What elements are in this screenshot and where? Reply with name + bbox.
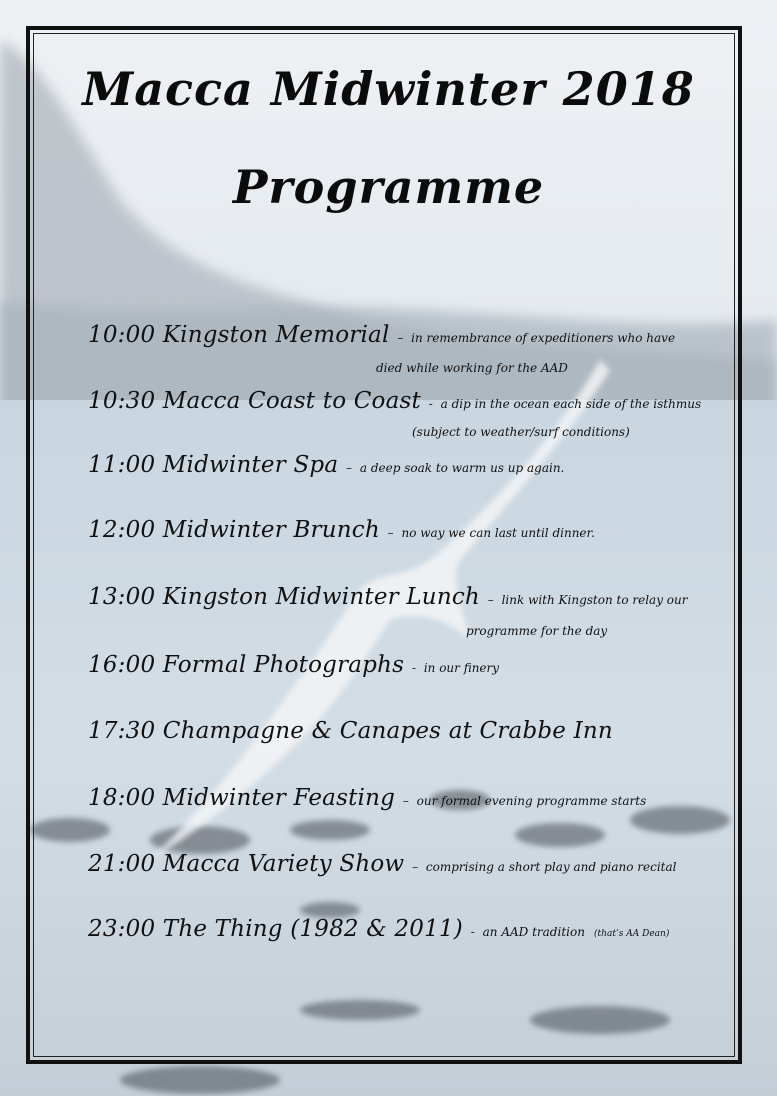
schedule-item xyxy=(88,785,646,811)
event-separator: – xyxy=(383,526,398,540)
event-separator: - xyxy=(424,397,437,411)
event-separator: – xyxy=(408,860,422,874)
schedule-item xyxy=(88,322,675,348)
event-description: in our finery xyxy=(423,661,500,675)
schedule-item xyxy=(88,652,499,678)
event-description-continued: programme for the day xyxy=(466,624,608,638)
event-title: 16:00 Formal Photographs xyxy=(88,652,405,678)
event-description: a deep soak to warm us up again. xyxy=(359,461,565,475)
event-title: 18:00 Midwinter Feasting xyxy=(88,785,396,811)
schedule-item xyxy=(88,851,676,877)
schedule-item xyxy=(88,517,595,543)
event-title: 11:00 Midwinter Spa xyxy=(88,452,339,478)
event-description-continued: died while working for the AAD xyxy=(376,361,568,375)
event-description: comprising a short play and piano recital xyxy=(425,860,677,874)
event-description: link with Kingston to relay our xyxy=(501,593,688,607)
schedule-item xyxy=(88,584,687,610)
event-title: 12:00 Midwinter Brunch xyxy=(88,517,380,543)
event-description: a dip in the ocean each side of the isthmus xyxy=(440,397,702,411)
event-description-continued: (subject to weather/surf conditions) xyxy=(412,425,630,439)
event-separator: – xyxy=(483,593,498,607)
event-title: 10:30 Macca Coast to Coast xyxy=(88,388,421,414)
event-description: an AAD tradition xyxy=(482,925,585,939)
event-title: 23:00 The Thing (1982 & 2011) xyxy=(88,916,463,942)
event-description: our formal evening programme starts xyxy=(416,794,647,808)
event-separator: – xyxy=(399,794,413,808)
event-title: 13:00 Kingston Midwinter Lunch xyxy=(88,584,480,610)
event-title: 10:00 Kingston Memorial xyxy=(88,322,390,348)
poster-title: Macca Midwinter 2018 xyxy=(82,62,695,116)
poster-subtitle: Programme xyxy=(232,160,545,214)
event-separator: – xyxy=(342,461,356,475)
event-separator: - xyxy=(466,925,479,939)
schedule-item xyxy=(88,916,669,942)
schedule-item xyxy=(88,452,564,478)
event-description: no way we can last until dinner. xyxy=(401,526,595,540)
schedule-item xyxy=(88,718,613,744)
event-title: 21:00 Macca Variety Show xyxy=(88,851,405,877)
event-description: in remembrance of expeditioners who have xyxy=(411,331,676,345)
event-note: (that’s AA Dean) xyxy=(594,929,670,939)
schedule-item xyxy=(88,388,701,414)
event-separator: - xyxy=(408,661,420,675)
event-separator: – xyxy=(393,331,408,345)
event-title: 17:30 Champagne & Canapes at Crabbe Inn xyxy=(88,718,613,744)
